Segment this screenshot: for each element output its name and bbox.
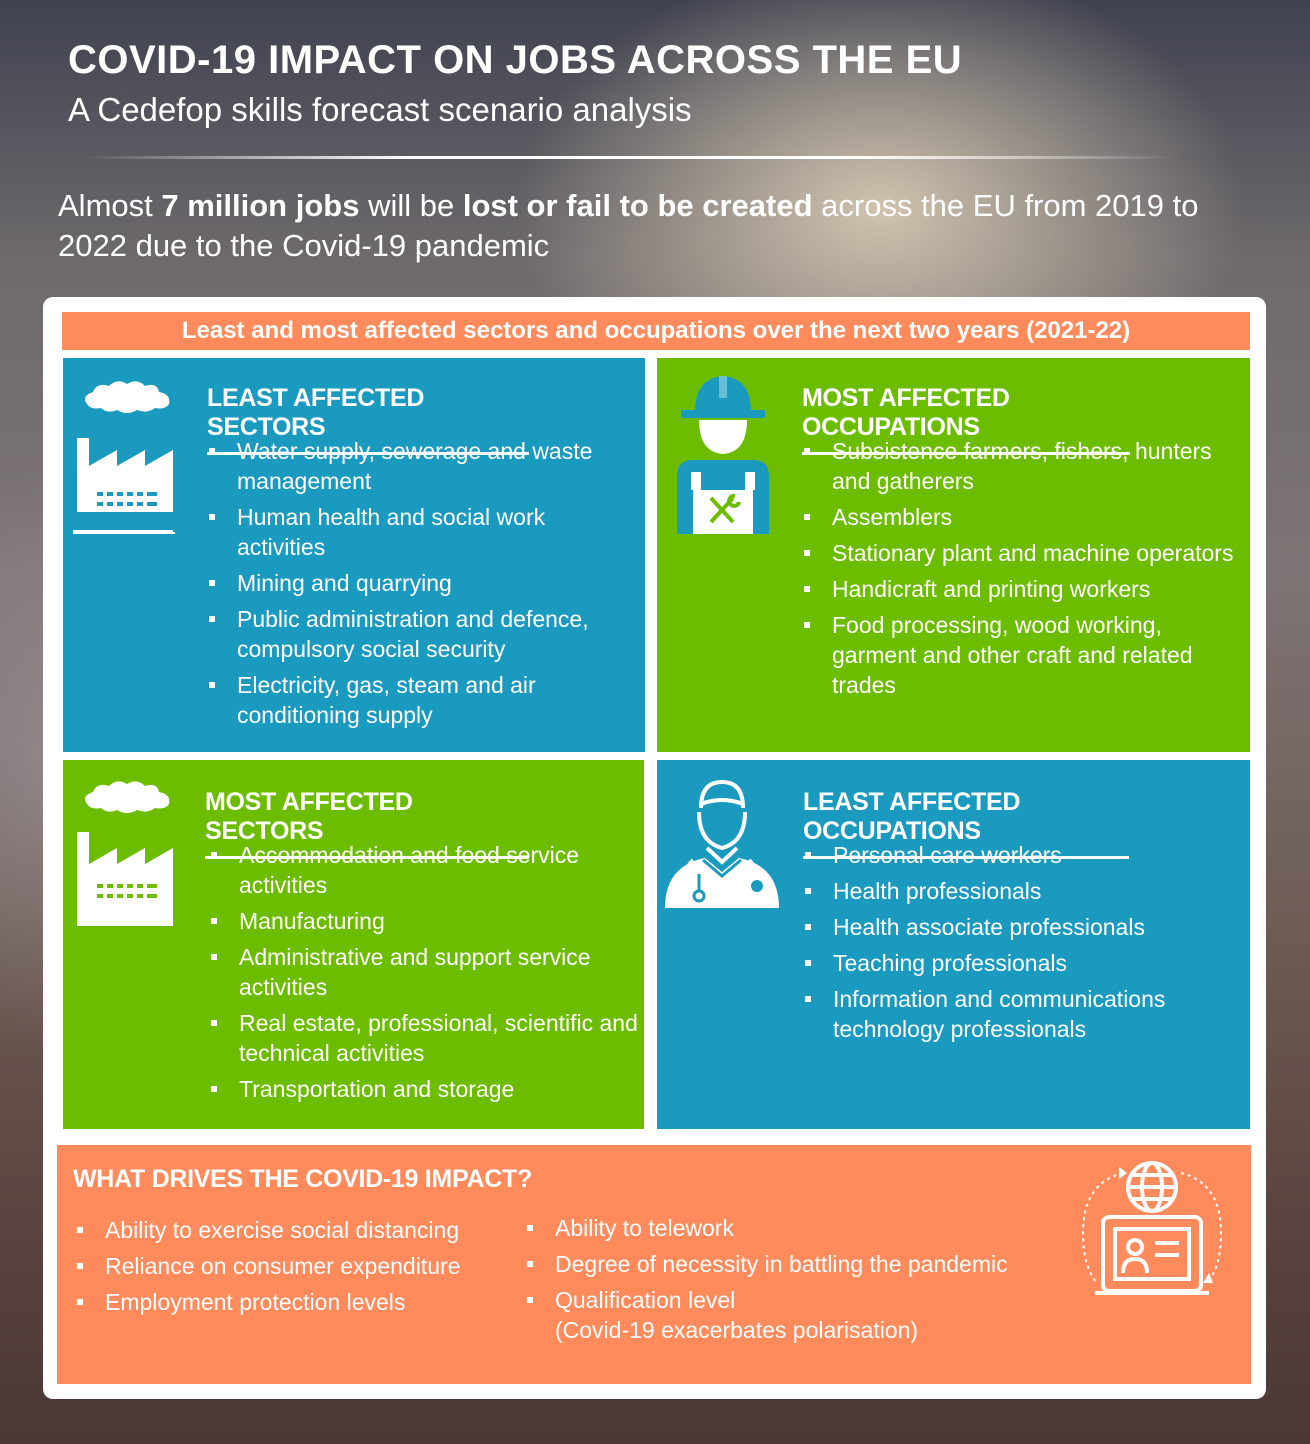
list-item: Manufacturing [209,906,639,936]
drivers-box [57,1145,1251,1384]
headline-text: will be [359,188,463,223]
list-item: Real estate, professional, scientific and technical activities [209,1008,639,1068]
list-item: Water supply, sewerage and waste management [207,436,637,496]
headline-text: across the EU from 2019 to 2022 due to the Covid-19 pandemic [58,188,1199,263]
least-affected-sectors-box [63,358,645,752]
list-item: Administrative and support service activities [209,942,639,1002]
list-item: Health associate professionals [803,912,1243,942]
headline-text: Almost [58,188,162,223]
least-affected-occupations-list [803,840,1243,1050]
list-item: Personal care workers [803,840,1243,870]
list-item: Food processing, wood working, garment and other craft and related trades [802,610,1242,700]
drivers-list-right [525,1213,1065,1345]
list-item: Degree of necessity in battling the pandemic [525,1249,1065,1279]
box-title: LEAST AFFECTED OCCUPATIONS [803,788,1129,859]
list-item: Stationary plant and machine operators [802,538,1242,568]
telework-icon [1067,1159,1237,1309]
divider [84,156,1172,159]
list-item: Assemblers [802,502,1242,532]
headline-emphasis: lost or fail to be created [462,188,813,223]
list-item: Mining and quarrying [207,568,637,598]
worker-icon [673,372,773,536]
list-item: Human health and social work activities [207,502,637,562]
box-title: MOST AFFECTED SECTORS [205,788,529,859]
box-title: LEAST AFFECTED SECTORS [207,384,529,455]
list-item-note: (Covid-19 exacerbates polarisation) [555,1317,919,1343]
most-affected-sectors-list [209,840,639,1110]
least-affected-occupations-box [657,760,1250,1129]
most-affected-occupations-box [657,358,1250,752]
list-item: Teaching professionals [803,948,1243,978]
box-title: MOST AFFECTED OCCUPATIONS [802,384,1130,455]
list-item: Reliance on consumer expenditure [75,1251,515,1281]
page-subtitle: A Cedefop skills forecast scenario analysis [68,91,692,128]
page-title: COVID-19 IMPACT ON JOBS ACROSS THE EU [68,38,963,82]
list-item: Ability to telework [525,1213,1065,1243]
list-item: Employment protection levels [75,1287,515,1317]
most-affected-occupations-list [802,436,1242,706]
drivers-list-left [75,1215,515,1323]
box-title: WHAT DRIVES THE COVID-19 IMPACT? [73,1165,532,1193]
headline-emphasis: 7 million jobs [161,188,360,223]
nurse-icon [663,778,781,910]
section-banner: Least and most affected sectors and occupations over the next two years (2021-22) [62,312,1250,350]
factory-icon [73,374,199,534]
list-item: Public administration and defence, compulsory social security [207,604,637,664]
header [68,40,1238,128]
list-item: Transportation and storage [209,1074,639,1104]
list-item [525,1285,1065,1345]
list-item: Health professionals [803,876,1243,906]
list-item: Electricity, gas, steam and air conditioning supply [207,670,637,730]
list-item: Information and communications technology professionals [803,984,1243,1044]
list-item-text: Qualification level [555,1287,736,1313]
list-item: Ability to exercise social distancing [75,1215,515,1245]
most-affected-sectors-box [63,760,644,1129]
factory-icon [73,774,199,934]
list-item: Handicraft and printing workers [802,574,1242,604]
headline [58,186,1258,266]
list-item: Accommodation and food service activities [209,840,639,900]
least-affected-sectors-list [207,436,637,736]
list-item: Subsistence farmers, fishers, hunters and gatherers [802,436,1242,496]
